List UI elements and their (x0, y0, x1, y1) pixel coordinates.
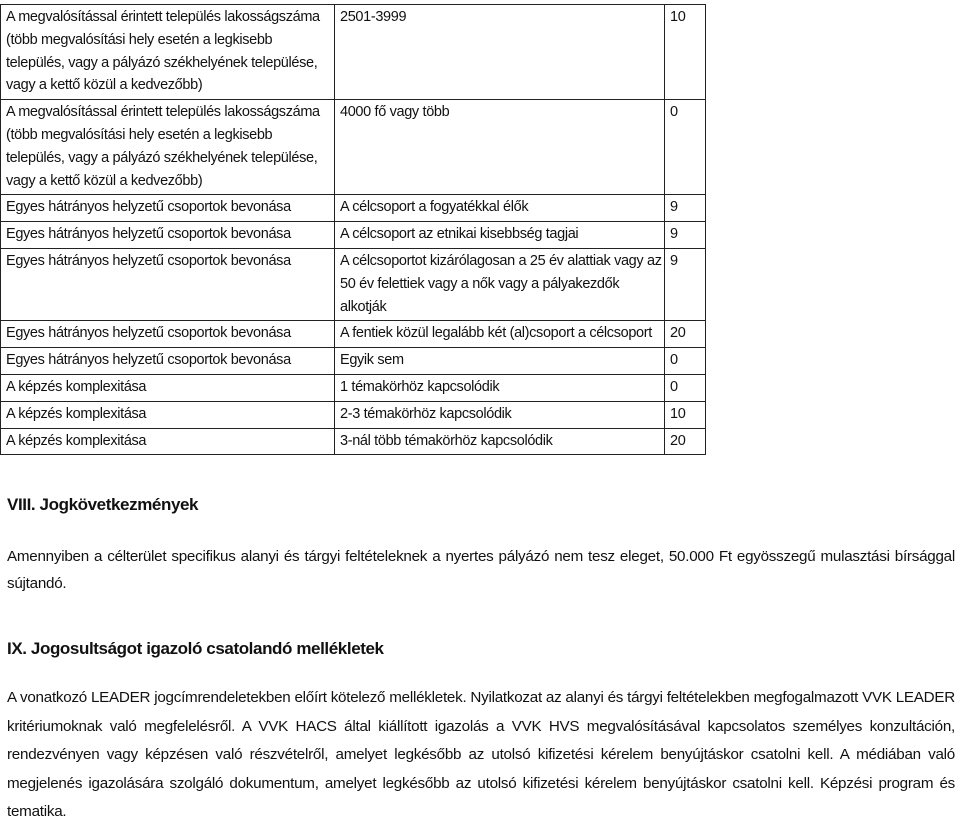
condition-cell: A célcsoportot kizárólagosan a 25 év alattiak vagy az 50 év felettiek vagy a nők vagy a pályakezdők alkotják (335, 248, 665, 320)
section-heading-viii: VIII. Jogkövetkezmények (7, 495, 199, 514)
table-row (1, 401, 706, 428)
table-row (1, 428, 706, 455)
scoring-table (0, 4, 706, 455)
table-row (1, 195, 706, 222)
condition-cell: 4000 fő vagy több (335, 100, 665, 195)
condition-cell: Egyik sem (335, 348, 665, 375)
scoring-table-body (1, 5, 706, 455)
table-row (1, 248, 706, 320)
criterion-cell: Egyes hátrányos helyzetű csoportok bevonása (1, 321, 335, 348)
points-cell: 0 (665, 348, 706, 375)
table-row (1, 5, 706, 100)
criterion-cell: A képzés komplexitása (1, 401, 335, 428)
points-cell: 10 (665, 401, 706, 428)
criterion-cell: A megvalósítással érintett település lakosságszáma (több megvalósítási hely esetén a legkisebb település, vagy a pályázó székhelyének települése, vagy a kettő közül a kedvezőbb) (1, 100, 335, 195)
section-text-viii: Amennyiben a célterület specifikus alanyi és tárgyi feltételeknek a nyertes pályázó nem tesz eleget, 50.000 Ft egyösszegű mulasztási bírsággal sújtandó. (7, 548, 955, 592)
condition-cell: 2501-3999 (335, 5, 665, 100)
criterion-cell: Egyes hátrányos helyzetű csoportok bevonása (1, 348, 335, 375)
table-row (1, 100, 706, 195)
criterion-cell: Egyes hátrányos helyzetű csoportok bevonása (1, 248, 335, 320)
criterion-cell: A képzés komplexitása (1, 374, 335, 401)
condition-cell: 1 témakörhöz kapcsolódik (335, 374, 665, 401)
condition-cell: A fentiek közül legalább két (al)csoport a célcsoport (335, 321, 665, 348)
points-cell: 20 (665, 321, 706, 348)
condition-cell: A célcsoport az etnikai kisebbség tagjai (335, 222, 665, 249)
points-cell: 9 (665, 248, 706, 320)
table-row (1, 222, 706, 249)
points-cell: 0 (665, 100, 706, 195)
points-cell: 20 (665, 428, 706, 455)
points-cell: 10 (665, 5, 706, 100)
condition-cell: 2-3 témakörhöz kapcsolódik (335, 401, 665, 428)
points-cell: 0 (665, 374, 706, 401)
criterion-cell: Egyes hátrányos helyzetű csoportok bevonása (1, 222, 335, 249)
condition-cell: A célcsoport a fogyatékkal élők (335, 195, 665, 222)
points-cell: 9 (665, 222, 706, 249)
section-heading-ix: IX. Jogosultságot igazoló csatolandó mellékletek (7, 639, 384, 658)
section-text-ix: A vonatkozó LEADER jogcímrendeletekben előírt kötelező mellékletek. Nyilatkozat az alanyi és tárgyi feltételekben megfogalmazott VVK LEADER kritériumoknak való megfelelésről. A VVK HACS által kiállított igazolás a VVK HVS megvalósításával kapcsolatos személyes konzultáción, rendezvényen vagy képzésen való részvételről, amelyet legkésőbb az utolsó kifizetési kérelem benyújtáskor csatolni kell. A médiában való megjelenés igazolására szolgáló dokumentum, amelyet legkésőbb az utolsó kifizetési kérelem benyújtáskor csatolni kell. Képzési program és tematika. (7, 689, 955, 820)
criterion-cell: Egyes hátrányos helyzetű csoportok bevonása (1, 195, 335, 222)
points-cell: 9 (665, 195, 706, 222)
criterion-cell: A megvalósítással érintett település lakosságszáma (több megvalósítási hely esetén a legkisebb település, vagy a pályázó székhelyének települése, vagy a kettő közül a kedvezőbb) (1, 5, 335, 100)
table-row (1, 348, 706, 375)
table-row (1, 374, 706, 401)
table-row (1, 321, 706, 348)
condition-cell: 3-nál több témakörhöz kapcsolódik (335, 428, 665, 455)
criterion-cell: A képzés komplexitása (1, 428, 335, 455)
